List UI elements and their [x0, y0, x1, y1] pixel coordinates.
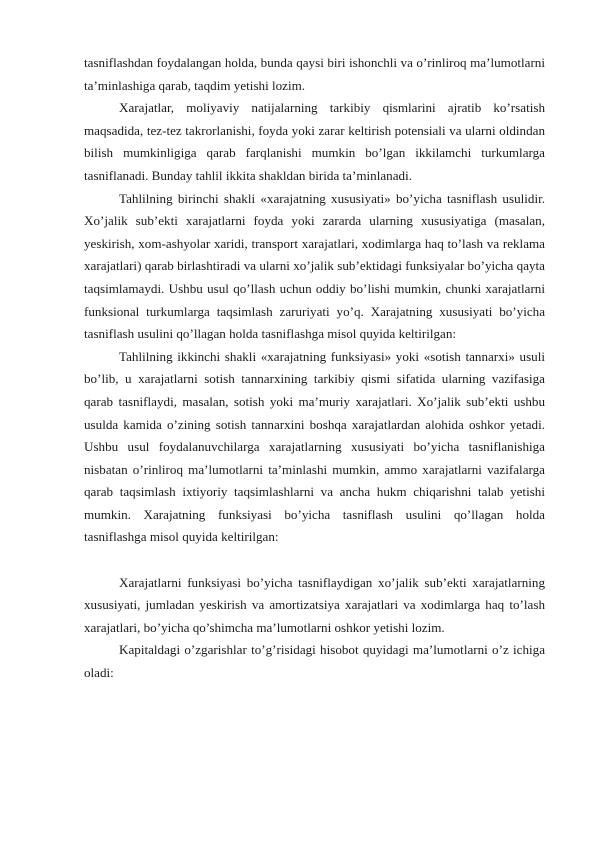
paragraph-gap [84, 549, 545, 572]
paragraph-additional-disclosure: Xarajatlarni funksiyasi bo’yicha tasniflaydigan xo’jalik sub’ekti xarajatlarning xususiyati, jumladan yeskirish va amortizatsiya xarajatlari va xodimlarga haq to’lash xarajatlari, bo’yicha qo’shimcha ma’lumotlarni oshkor yetishi lozim. [84, 574, 545, 635]
paragraph-nature-method: Tahlilning birinchi shakli «xarajatning xususiyati» bo’yicha tasniflash usulidir. Xo’jalik sub’ekti xarajatlarni foyda yoki zararda ularning xususiyatiga (masalan, yeskirish, xom-ashyolar xaridi, transport xarajatlari, xodimlarga haq to’lash va reklama xarajatlari) qarab birlashtiradi va ularni xo’jalik sub’ektidagi funksiyalar bo’yicha qayta taqsimlamaydi. Ushbu usul qo’llash uchun oddiy bo’lishi mumkin, chunki xarajatlarni funksional turkumlarga taqsimlash zaruriyati yo’q. Xarajatning xususiyati bo’yicha tasniflash usulini qo’llagan holda tasniflashga misol quyida keltirilgan: [84, 190, 545, 342]
document-page [84, 52, 545, 685]
paragraph-function-method: Tahlilning ikkinchi shakli «xarajatning funksiyasi» yoki «sotish tannarxi» usuli bo’lib, u xarajatlarni sotish tannarxining tarkibiy qismi sifatida ularning vazifasiga qarab tasniflaydi, masalan, sotish yoki ma’muriy xarajatlari. Xo’jalik sub’ekti ushbu usulda kamida o’zining sotish tannarxini boshqa xarajatlardan alohida oshkor yetadi. Ushbu usul foydalanuvchilarga xarajatlarning xususiyati bo’yicha tasniflanishiga nisbatan o’rinliroq ma’lumotlarni ta’minlashi mumkin, ammo xarajatlarni vazifalarga qarab taqsimlash ixtiyoriy taqsimlashlarni va ancha hukm chiqarishni talab yetishi mumkin. Xarajatning funksiyasi bo’yicha tasniflash usulini qo’llagan holda tasniflashga misol quyida keltirilgan: [84, 348, 545, 545]
paragraph-continuation: tasniflashdan foydalangan holda, bunda qaysi biri ishonchli va o’rinliroq ma’lumotlarni ta’minlashiga qarab, taqdim yetishi lozim. [84, 55, 545, 93]
paragraph-equity-changes: Kapitaldagi o’zgarishlar to’g’risidagi hisobot quyidagi ma’lumotlarni o’z ichiga oladi: [84, 642, 545, 681]
paragraph-expense-classification: Xarajatlar, moliyaviy natijalarning tarkibiy qismlarini ajratib ko’rsatish maqsadida, tez-tez takrorlanishi, foyda yoki zarar keltirish potensiali va ularni oldindan bilish mumkinligiga qarab farqlanishi mumkin bo’lgan ikkilamchi turkumlarga tasniflanadi. Bunday tahlil ikkita shakldan birida ta’minlanadi. [84, 100, 545, 183]
